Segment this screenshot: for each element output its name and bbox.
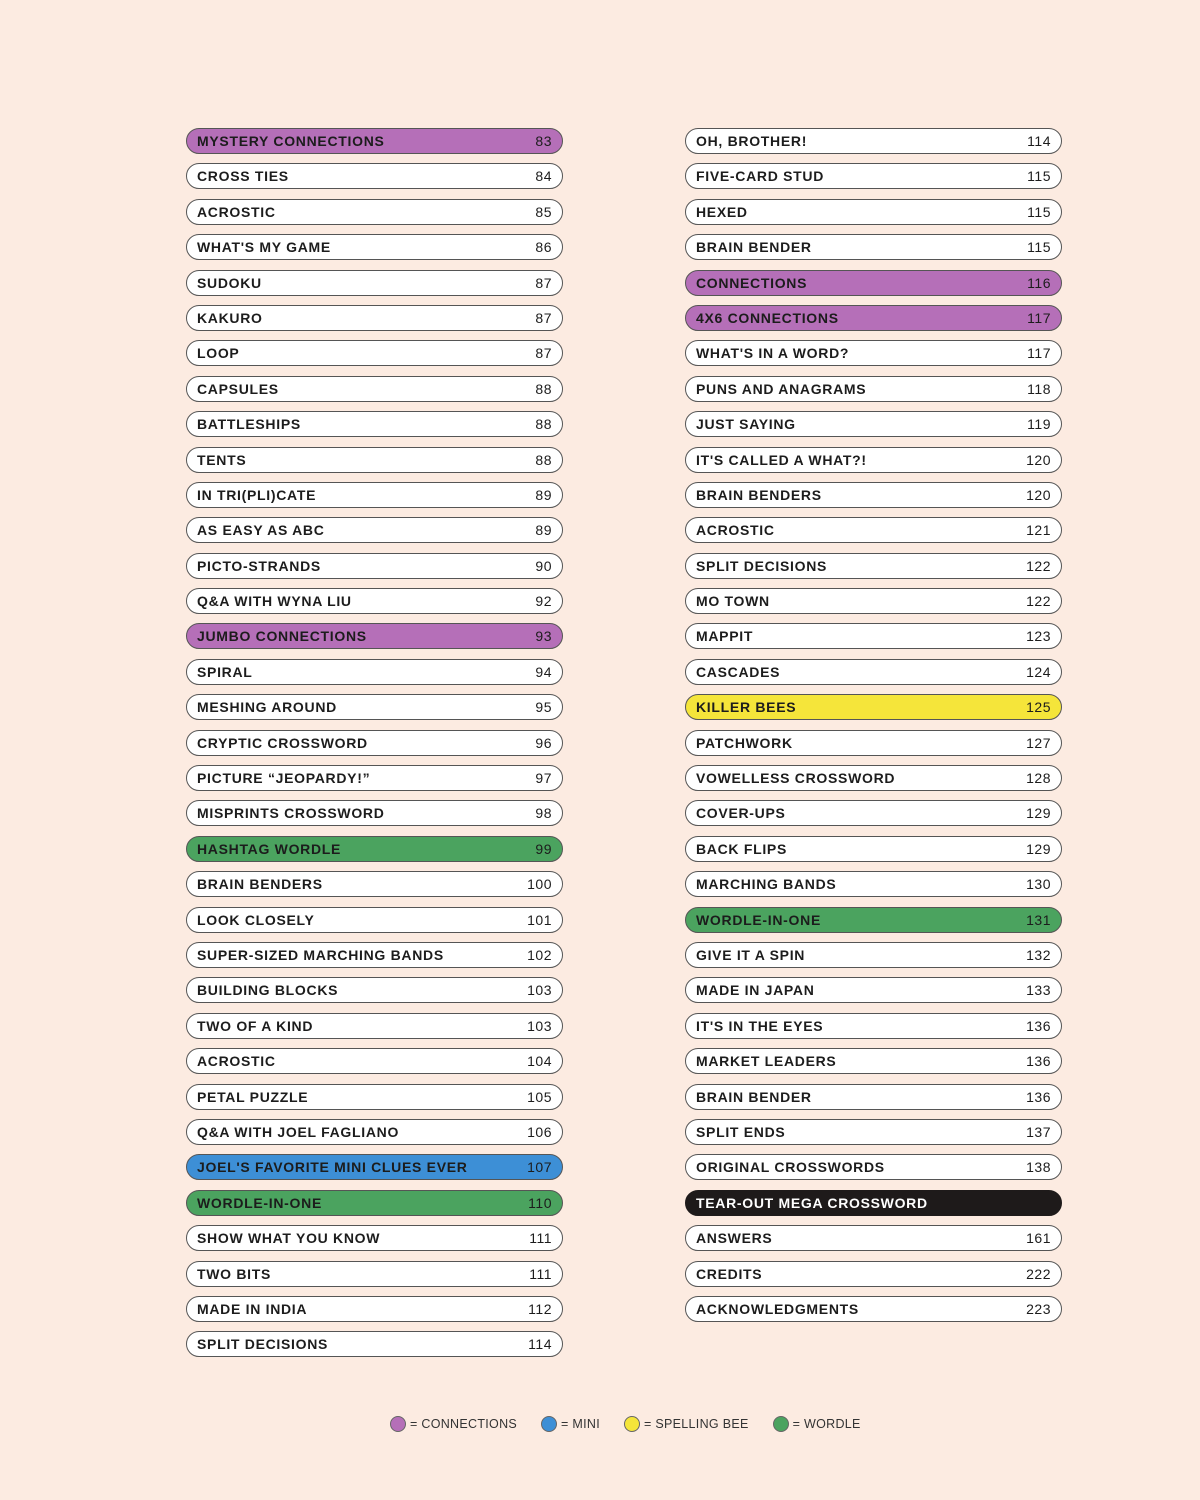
entry-page-number: 83 (535, 133, 552, 149)
toc-entry[interactable] (186, 163, 563, 189)
entry-page-number: 104 (527, 1053, 552, 1070)
toc-entry[interactable] (186, 1331, 563, 1357)
toc-entry[interactable] (685, 1225, 1062, 1251)
entry-page-number: 99 (535, 840, 552, 857)
entry-page-number: 100 (527, 876, 552, 893)
entry-page-number: 119 (1027, 416, 1051, 433)
toc-entry[interactable] (685, 694, 1062, 720)
entry-title: MO TOWN (696, 593, 770, 610)
toc-entry[interactable] (186, 836, 563, 862)
legend-color-dot-icon (541, 1416, 557, 1432)
entry-page-number: 123 (1026, 628, 1051, 645)
toc-entry[interactable] (186, 730, 563, 756)
entry-title: GIVE IT A SPIN (696, 946, 806, 963)
toc-entry[interactable] (186, 411, 563, 437)
toc-entry[interactable] (685, 411, 1062, 437)
legend-item (624, 1416, 749, 1432)
entry-page-number: 85 (535, 203, 552, 220)
entry-page-number: 102 (527, 946, 552, 963)
legend-label: = SPELLING BEE (644, 1417, 749, 1431)
legend-label: = MINI (561, 1417, 601, 1431)
entry-page-number: 87 (535, 309, 552, 326)
entry-title: MESHING AROUND (197, 699, 337, 716)
toc-entry[interactable] (186, 907, 563, 933)
entry-title: AS EASY AS ABC (197, 522, 325, 539)
entry-page-number: 115 (1027, 203, 1051, 220)
toc-entry[interactable] (186, 517, 563, 543)
toc-entry[interactable] (186, 659, 563, 685)
entry-page-number: 94 (535, 663, 552, 680)
toc-entry[interactable] (685, 907, 1062, 933)
entry-title: COVER-UPS (696, 805, 786, 822)
entry-page-number: 114 (1027, 133, 1051, 149)
entry-page-number: 110 (528, 1194, 552, 1211)
toc-entry[interactable] (685, 977, 1062, 1003)
legend-item (390, 1416, 517, 1432)
entry-page-number: 96 (535, 734, 552, 751)
entry-title: IN TRI(PLI)CATE (197, 486, 317, 503)
toc-entry[interactable] (685, 517, 1062, 543)
entry-page-number: 90 (535, 557, 552, 574)
entry-page-number: 88 (535, 451, 552, 468)
entry-page-number: 118 (1027, 380, 1051, 397)
entry-page-number: 107 (527, 1159, 552, 1176)
entry-page-number: 98 (535, 805, 552, 822)
entry-title: MAPPIT (696, 628, 754, 645)
toc-entry[interactable] (685, 270, 1062, 296)
toc-entry[interactable] (685, 376, 1062, 402)
entry-title: FIVE-CARD STUD (696, 168, 825, 185)
entry-page-number: 127 (1026, 734, 1051, 751)
entry-title: PUNS AND ANAGRAMS (696, 380, 867, 397)
toc-entry[interactable] (685, 340, 1062, 366)
entry-title: TENTS (197, 451, 247, 468)
toc-entry[interactable] (186, 234, 563, 260)
toc-entry[interactable] (685, 1261, 1062, 1287)
toc-entry[interactable] (186, 977, 563, 1003)
entry-page-number: 112 (528, 1300, 552, 1317)
entry-page-number: 95 (535, 699, 552, 716)
entry-page-number: 161 (1026, 1230, 1051, 1247)
entry-page-number: 117 (1027, 309, 1051, 326)
toc-left-column (186, 128, 563, 1367)
toc-entry[interactable] (186, 1013, 563, 1039)
entry-title: MADE IN JAPAN (696, 982, 815, 999)
entry-title: PETAL PUZZLE (197, 1088, 309, 1105)
entry-title: WHAT'S MY GAME (197, 239, 331, 256)
entry-page-number: 111 (529, 1265, 552, 1282)
entry-title: LOOP (197, 345, 240, 362)
entry-page-number: 129 (1026, 840, 1051, 857)
toc-entry[interactable] (186, 376, 563, 402)
toc-entry[interactable] (186, 623, 563, 649)
entry-page-number: 137 (1026, 1123, 1051, 1140)
toc-entry[interactable] (685, 1048, 1062, 1074)
entry-page-number: 103 (527, 982, 552, 999)
entry-page-number: 120 (1026, 451, 1051, 468)
entry-page-number: 128 (1026, 770, 1051, 787)
toc-entry[interactable] (186, 1261, 563, 1287)
entry-title: BUILDING BLOCKS (197, 982, 339, 999)
toc-entry[interactable] (685, 1154, 1062, 1180)
entry-title: ACROSTIC (197, 1053, 276, 1070)
toc-entry[interactable] (685, 871, 1062, 897)
toc-entry[interactable] (685, 623, 1062, 649)
toc-entry[interactable] (186, 942, 563, 968)
entry-page-number: 129 (1026, 805, 1051, 822)
entry-title: CONNECTIONS (696, 274, 808, 291)
toc-entry[interactable] (186, 447, 563, 473)
toc-entry[interactable] (186, 305, 563, 331)
toc-entry[interactable] (186, 1296, 563, 1322)
entry-title: SUDOKU (197, 274, 262, 291)
entry-title: IT'S CALLED A WHAT?! (696, 451, 867, 468)
entry-title: ACKNOWLEDGMENTS (696, 1300, 859, 1317)
entry-title: OH, BROTHER! (696, 133, 808, 149)
entry-title: TEAR-OUT MEGA CROSSWORD (696, 1194, 928, 1211)
entry-title: WORDLE-IN-ONE (197, 1194, 322, 1211)
toc-entry[interactable] (685, 1296, 1062, 1322)
legend-color-dot-icon (773, 1416, 789, 1432)
entry-page-number: 87 (535, 274, 552, 291)
entry-page-number: 125 (1026, 699, 1051, 716)
entry-title: SPIRAL (197, 663, 253, 680)
toc-entry[interactable] (186, 199, 563, 225)
entry-title: BRAIN BENDERS (197, 876, 323, 893)
entry-title: BACK FLIPS (696, 840, 787, 857)
toc-entry[interactable] (186, 270, 563, 296)
entry-title: MYSTERY CONNECTIONS (197, 133, 385, 149)
toc-entry[interactable] (685, 305, 1062, 331)
toc-entry[interactable] (186, 482, 563, 508)
entry-title: MADE IN INDIA (197, 1300, 308, 1317)
toc-entry[interactable] (685, 588, 1062, 614)
entry-page-number: 124 (1026, 663, 1051, 680)
entry-title: Q&A WITH JOEL FAGLIANO (197, 1123, 400, 1140)
entry-page-number: 105 (527, 1088, 552, 1105)
toc-right-column (685, 128, 1062, 1331)
entry-title: MARCHING BANDS (696, 876, 837, 893)
entry-title: Q&A WITH WYNA LIU (197, 593, 352, 610)
entry-page-number: 89 (535, 522, 552, 539)
entry-title: WORDLE-IN-ONE (696, 911, 821, 928)
entry-title: TWO OF A KIND (197, 1017, 314, 1034)
entry-page-number: 114 (528, 1336, 552, 1353)
entry-page-number: 120 (1026, 486, 1051, 503)
entry-title: CROSS TIES (197, 168, 289, 185)
toc-entry[interactable] (685, 1013, 1062, 1039)
toc-entry[interactable] (685, 128, 1062, 154)
entry-page-number: 93 (535, 628, 552, 645)
entry-title: TWO BITS (197, 1265, 272, 1282)
entry-page-number: 117 (1027, 345, 1051, 362)
entry-title: ACROSTIC (197, 203, 276, 220)
legend-item (773, 1416, 861, 1432)
toc-entry[interactable] (186, 1225, 563, 1251)
entry-title: KAKURO (197, 309, 263, 326)
toc-entry[interactable] (685, 730, 1062, 756)
toc-entry[interactable] (685, 447, 1062, 473)
toc-entry[interactable] (685, 1190, 1062, 1216)
toc-entry[interactable] (186, 765, 563, 791)
entry-page-number: 116 (1027, 274, 1051, 291)
entry-title: SUPER-SIZED MARCHING BANDS (197, 946, 444, 963)
toc-entry[interactable] (186, 340, 563, 366)
entry-page-number: 132 (1026, 946, 1051, 963)
entry-page-number: 133 (1026, 982, 1051, 999)
entry-page-number: 86 (535, 239, 552, 256)
entry-title: BRAIN BENDER (696, 239, 812, 256)
toc-entry[interactable] (186, 871, 563, 897)
entry-page-number: 130 (1026, 876, 1051, 893)
toc-entry[interactable] (685, 836, 1062, 862)
toc-entry[interactable] (685, 482, 1062, 508)
toc-entry[interactable] (186, 694, 563, 720)
entry-title: HASHTAG WORDLE (197, 840, 342, 857)
entry-title: ACROSTIC (696, 522, 775, 539)
toc-entry[interactable] (685, 234, 1062, 260)
entry-title: CASCADES (696, 663, 781, 680)
entry-title: BRAIN BENDER (696, 1088, 812, 1105)
legend-label: = CONNECTIONS (410, 1417, 518, 1431)
toc-entry[interactable] (685, 765, 1062, 791)
toc-entry[interactable] (186, 588, 563, 614)
entry-title: SPLIT ENDS (696, 1123, 786, 1140)
entry-page-number: 131 (1026, 911, 1051, 928)
entry-page-number: 101 (527, 911, 552, 928)
entry-page-number: 111 (529, 1230, 552, 1247)
entry-title: MISPRINTS CROSSWORD (197, 805, 385, 822)
toc-entry[interactable] (685, 553, 1062, 579)
entry-title: PICTO-STRANDS (197, 557, 321, 574)
entry-title: PICTURE “JEOPARDY!” (197, 770, 371, 787)
entry-title: ANSWERS (696, 1230, 773, 1247)
entry-page-number: 222 (1026, 1265, 1051, 1282)
entry-title: SPLIT DECISIONS (197, 1336, 329, 1353)
entry-page-number: 115 (1027, 168, 1051, 185)
toc-entry[interactable] (186, 1048, 563, 1074)
toc-entry[interactable] (685, 1084, 1062, 1110)
entry-title: KILLER BEES (696, 699, 797, 716)
entry-title: JUMBO CONNECTIONS (197, 628, 367, 645)
toc-entry[interactable] (186, 1119, 563, 1145)
entry-title: JUST SAYING (696, 416, 796, 433)
entry-title: PATCHWORK (696, 734, 793, 751)
entry-page-number: 136 (1026, 1088, 1051, 1105)
entry-title: SPLIT DECISIONS (696, 557, 828, 574)
entry-title: WHAT'S IN A WORD? (696, 345, 850, 362)
entry-page-number: 121 (1026, 522, 1051, 539)
legend-item (541, 1416, 600, 1432)
entry-page-number: 122 (1026, 593, 1051, 610)
entry-page-number: 106 (527, 1123, 552, 1140)
entry-page-number: 89 (535, 486, 552, 503)
entry-page-number: 223 (1026, 1300, 1051, 1317)
toc-entry[interactable] (685, 800, 1062, 826)
entry-page-number: 97 (535, 770, 552, 787)
toc-entry[interactable] (186, 128, 563, 154)
toc-entry[interactable] (186, 1154, 563, 1180)
entry-title: MARKET LEADERS (696, 1053, 837, 1070)
toc-entry[interactable] (186, 800, 563, 826)
toc-entry[interactable] (685, 1119, 1062, 1145)
entry-page-number: 92 (535, 593, 552, 610)
entry-page-number: 136 (1026, 1017, 1051, 1034)
entry-title: CAPSULES (197, 380, 279, 397)
entry-title: ORIGINAL CROSSWORDS (696, 1159, 885, 1176)
toc-entry[interactable] (685, 199, 1062, 225)
entry-title: LOOK CLOSELY (197, 911, 315, 928)
entry-title: HEXED (696, 203, 748, 220)
entry-page-number: 136 (1026, 1053, 1051, 1070)
toc-entry[interactable] (186, 1190, 563, 1216)
entry-title: CRYPTIC CROSSWORD (197, 734, 368, 751)
entry-page-number: 103 (527, 1017, 552, 1034)
entry-page-number: 88 (535, 416, 552, 433)
toc-entry[interactable] (685, 942, 1062, 968)
entry-page-number: 138 (1026, 1159, 1051, 1176)
legend-color-dot-icon (390, 1416, 406, 1432)
legend-label: = WORDLE (792, 1417, 861, 1431)
entry-title: JOEL'S FAVORITE MINI CLUES EVER (197, 1159, 468, 1176)
entry-title: SHOW WHAT YOU KNOW (197, 1230, 381, 1247)
entry-page-number: 115 (1027, 239, 1051, 256)
toc-entry[interactable] (186, 1084, 563, 1110)
entry-title: IT'S IN THE EYES (696, 1017, 824, 1034)
toc-entry[interactable] (685, 163, 1062, 189)
entry-page-number: 87 (535, 345, 552, 362)
entry-title: 4X6 CONNECTIONS (696, 309, 839, 326)
entry-title: VOWELLESS CROSSWORD (696, 770, 896, 787)
entry-page-number: 84 (535, 168, 552, 185)
legend-color-dot-icon (624, 1416, 640, 1432)
entry-page-number: 88 (535, 380, 552, 397)
toc-entry[interactable] (186, 553, 563, 579)
entry-title: CREDITS (696, 1265, 763, 1282)
entry-page-number: 122 (1026, 557, 1051, 574)
toc-entry[interactable] (685, 659, 1062, 685)
entry-title: BRAIN BENDERS (696, 486, 822, 503)
entry-title: BATTLESHIPS (197, 416, 301, 433)
color-legend (390, 1416, 885, 1432)
